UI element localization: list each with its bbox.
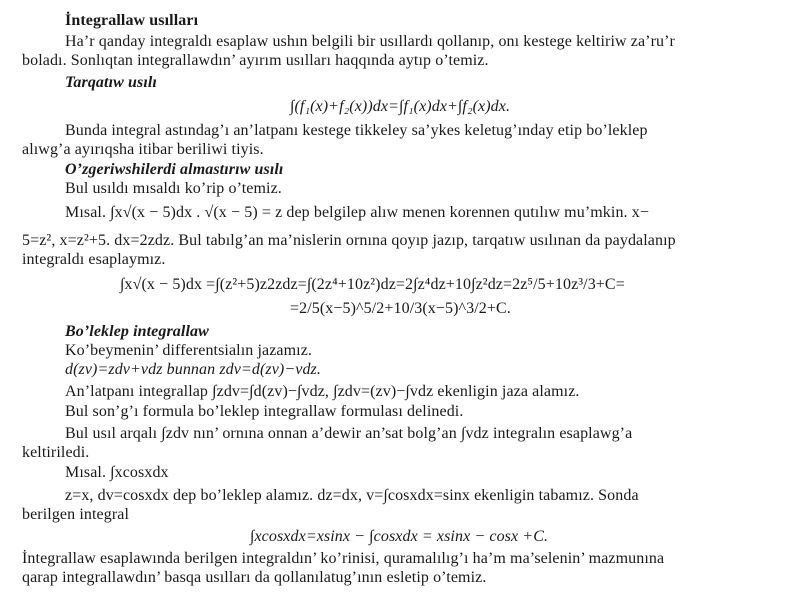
substitution-text: Bul usıldı mısaldı ko’rip o’temiz. xyxy=(65,180,282,197)
distribution-text-2: alıwg’a ayırıqsha itibar beriliwi tiyis. xyxy=(22,141,264,158)
intro-line-2: boladı. Sonlıqtan integrallawdın’ ayırım usılları haqqında aytıp o’temiz. xyxy=(22,52,489,69)
formula-parts: ∫xcosxdx=xsinx − ∫cosxdx = xsinx − cosx +C. xyxy=(250,528,549,545)
parts-line-2: d(zv)=zdv+vdz bunnan zdv=d(zv)−vdz. xyxy=(65,361,321,378)
heading-integration-by-parts: Bo’leklep integrallaw xyxy=(65,323,209,340)
formula-substitution-1: ∫x√(x − 5)dx =∫(z²+5)z2zdz=∫(2z⁴+10z²)dz=2∫z⁴dz+10∫z²dz=2z⁵/5+10z³/3+C= xyxy=(120,276,625,293)
formula-substitution-2: =2/5(x−5)^5/2+10/3(x−5)^3/2+C. xyxy=(290,300,511,317)
outro-line-1: İntegrallaw esaplawında berilgen integraldın’ ko’rinisi, quramalılıg’ı ha’m ma’selenin’ mazmunına xyxy=(22,550,665,567)
parts-line-4: Bul son’g’ı formula bo’leklep integrallaw formulası delinedi. xyxy=(65,403,464,420)
parts-line-6: keltiriledi. xyxy=(22,444,90,461)
substitution-example-3: integraldı esaplaymız. xyxy=(22,251,166,268)
parts-example-2: berilgen integral xyxy=(22,506,129,523)
parts-line-1: Ko’beymenin’ differentsialın jazamız. xyxy=(65,342,313,359)
substitution-example-1: Mısal. ∫x√(x − 5)dx . √(x − 5) = z dep belgilep alıw menen korennen qutılıw mu’mkin. x− xyxy=(65,204,649,221)
parts-line-3: An’latpanı integrallap ∫zdv=∫d(zv)−∫vdz, ∫zdv=(zv)−∫vdz ekenligin jaza alamız. xyxy=(65,383,580,400)
formula-distribution: ∫(f₁(x)+f₂(x))dx=∫f₁(x)dx+∫f₂(x)dx. xyxy=(290,98,511,115)
parts-example-1: z=x, dv=cosxdx dep bo’leklep alamız. dz=dx, v=∫cosxdx=sinx ekenligin tabamız. Sonda xyxy=(65,487,639,504)
page-title: İntegrallaw usılları xyxy=(65,12,199,29)
intro-line-1: Ha’r qanday integraldı esaplaw ushın belgili bir usıllardı qollanıp, onı kestege keltiriw za’ru’r xyxy=(65,33,675,50)
outro-line-2: qarap integrallawdın’ basqa usılları da qollanılatug’ının esletip o’temiz. xyxy=(22,569,487,586)
parts-example-title: Mısal. ∫xcosxdx xyxy=(65,464,169,481)
distribution-text-1: Bunda integral astındag’ı an’latpanı kestege tikkeley sa’ykes keletug’ınday etip bo’leklep xyxy=(65,122,648,139)
parts-line-5: Bul usıl arqalı ∫zdv nın’ ornına onnan a’dewir an’sat bolg’an ∫vdz integralın esaplawg’a xyxy=(65,425,633,442)
substitution-example-2: 5=z², x=z²+5. dx=2zdz. Bul tabılg’an ma’nislerin ornına qoyıp jazıp, tarqatıw usılınan da paydalanıp xyxy=(22,232,676,249)
heading-substitution-method: O’zgeriwshilerdi almastırıw usılı xyxy=(65,161,284,178)
heading-distribution-method: Tarqatıw usılı xyxy=(65,74,157,91)
